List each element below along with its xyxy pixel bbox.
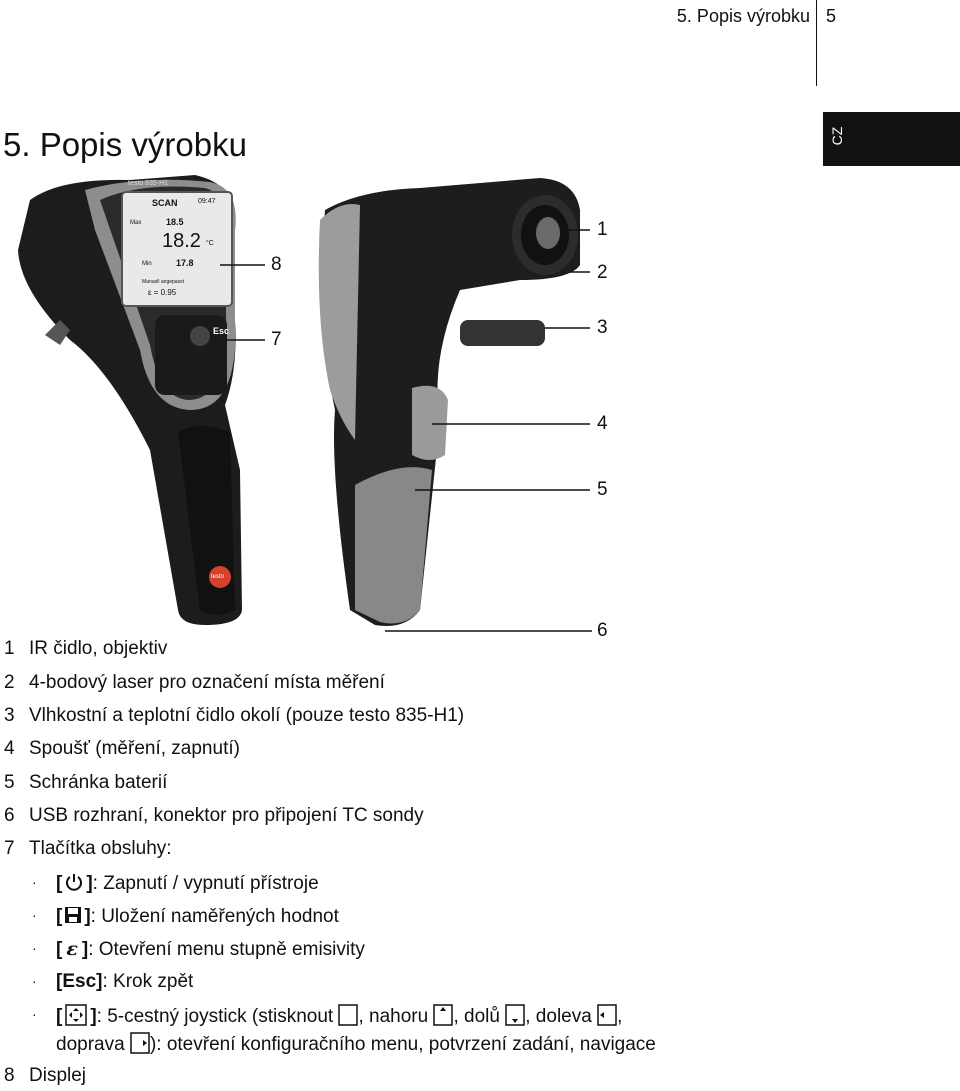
screen-time: 09:47 — [198, 198, 216, 205]
callout-7: 7 — [271, 329, 282, 350]
callout-8: 8 — [271, 254, 282, 275]
callout-4: 4 — [597, 413, 608, 434]
legend-item-4: 4 Spoušť (měření, zapnutí) — [4, 738, 240, 759]
callout-6: 6 — [597, 620, 608, 641]
product-figure — [0, 170, 700, 640]
screen-min-label: Min — [142, 261, 152, 267]
humidity-sensor — [460, 320, 545, 346]
trigger — [412, 386, 448, 460]
legend-item-5: 5 Schránka baterií — [4, 772, 168, 793]
legend-item-3: 3 Vlhkostní a teplotní čidlo okolí (pouze testo 835-H1) — [4, 705, 465, 726]
language-tab — [823, 112, 960, 166]
device-brand: testo 835-H1 — [128, 180, 169, 187]
header-divider — [816, 0, 817, 86]
screen-unit: °C — [206, 240, 214, 247]
power-icon — [64, 872, 84, 892]
page-number: 5 — [825, 6, 836, 26]
legend-item-8: 8 Displej — [4, 1065, 87, 1086]
language-label: CZ — [829, 126, 845, 146]
screen-content — [126, 194, 230, 304]
callout-2: 2 — [597, 262, 608, 283]
screen-mode: SCAN — [152, 198, 178, 208]
callout-1: 1 — [597, 219, 608, 240]
page-title: 5. Popis výrobku — [3, 126, 247, 164]
save-icon — [63, 905, 83, 925]
device-logo-text: testo — [211, 574, 225, 580]
legend-item-1: 1 IR čidlo, objektiv — [4, 638, 168, 659]
joystick-left-icon — [597, 1004, 617, 1026]
joystick-up-icon — [433, 1004, 453, 1026]
joystick-press-icon — [338, 1004, 358, 1026]
device-illustration — [0, 170, 700, 640]
joystick-down-icon — [505, 1004, 525, 1026]
screen-emis-value: ε = 0.95 — [148, 288, 177, 297]
joystick-right-icon — [130, 1032, 150, 1054]
screen-main-value: 18.2 — [162, 230, 201, 252]
legend-item-2: 2 4-bodový laser pro označení místa měření — [4, 672, 385, 693]
header-section-title: 5. Popis výrobku — [676, 6, 810, 26]
screen-max-value: 18.5 — [166, 217, 184, 227]
emissivity-icon: ɛ — [66, 938, 78, 960]
screen-max-label: Max — [130, 220, 142, 226]
device-side — [319, 178, 580, 626]
screen-emis-label: Manuell angepasst — [142, 279, 184, 285]
callout-3: 3 — [597, 317, 608, 338]
legend-item-6: 6 USB rozhraní, konektor pro připojení TC sondy — [4, 805, 424, 826]
screen-min-value: 17.8 — [176, 258, 194, 268]
joystick-icon — [65, 1004, 87, 1026]
device-esc-label: Esc — [213, 326, 230, 336]
legend-item-7: 7 Tlačítka obsluhy: — [4, 838, 172, 859]
callout-5: 5 — [597, 479, 608, 500]
